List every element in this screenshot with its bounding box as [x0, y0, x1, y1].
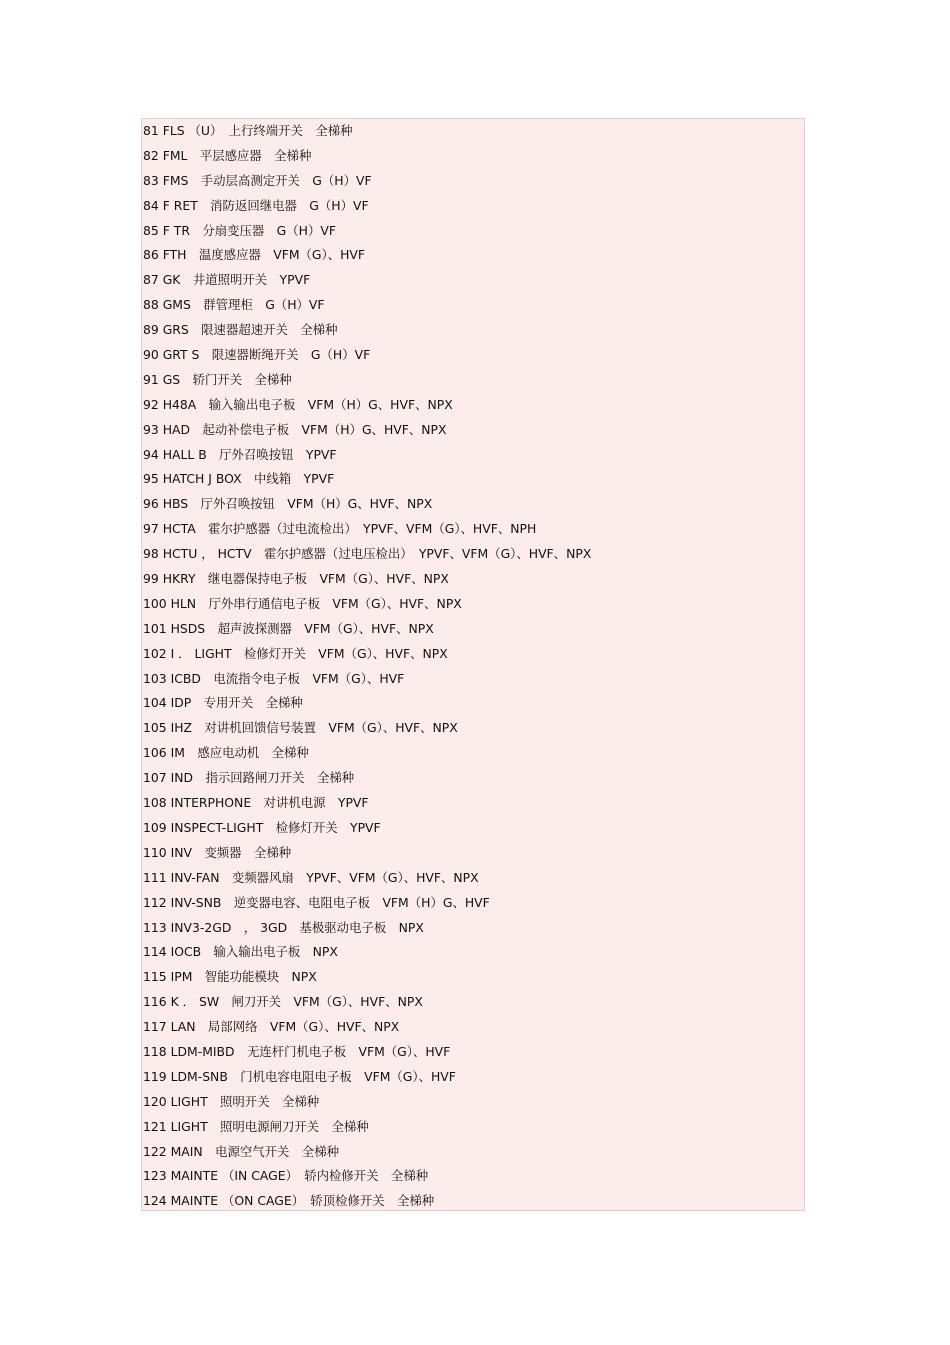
list-item: 117 LAN 局部网络 VFM（G）、HVF、NPX — [143, 1019, 400, 1035]
list-item: 88 GMS 群管理柜 G（H）VF — [143, 297, 325, 313]
list-item: 108 INTERPHONE 对讲机电源 YPVF — [143, 795, 369, 811]
list-item: 105 IHZ 对讲机回馈信号装置 VFM（G）、HVF、NPX — [143, 720, 458, 736]
list-item: 94 HALL B 厅外召唤按钮 YPVF — [143, 446, 337, 462]
list-item: 87 GK 井道照明开关 YPVF — [143, 272, 311, 288]
list-item: 97 HCTA 霍尔护感器（过电流检出） YPVF、VFM（G）、HVF、NPH — [143, 521, 537, 537]
list-item: 104 IDP 专用开关 全梯种 — [143, 695, 303, 711]
list-item: 123 MAINTE （IN CAGE） 轿内检修开关 全梯种 — [143, 1168, 429, 1184]
list-item: 83 FMS 手动层高测定开关 G（H）VF — [143, 172, 372, 188]
list-item: 99 HKRY 继电器保持电子板 VFM（G）、HVF、NPX — [143, 571, 449, 587]
list-item: 106 IM 感应电动机 全梯种 — [143, 745, 309, 761]
list-item: 111 INV-FAN 变频器风扇 YPVF、VFM（G）、HVF、NPX — [143, 869, 479, 885]
list-item: 100 HLN 厅外串行通信电子板 VFM（G）、HVF、NPX — [143, 595, 462, 611]
list-item: 102 I ． LIGHT 检修灯开关 VFM（G）、HVF、NPX — [143, 645, 448, 661]
list-item: 119 LDM-SNB 门机电容电阻电子板 VFM（G）、HVF — [143, 1068, 456, 1084]
list-item: 90 GRT S 限速器断绳开关 G（H）VF — [143, 347, 371, 363]
list-item: 118 LDM-MIBD 无连杆门机电子板 VFM（G）、HVF — [143, 1043, 451, 1059]
list-item: 116 K ． SW 闸刀开关 VFM（G）、HVF、NPX — [143, 994, 423, 1010]
list-item: 82 FML 平层感应器 全梯种 — [143, 147, 312, 163]
list-item: 122 MAIN 电源空气开关 全梯种 — [143, 1143, 339, 1159]
entry-list — [142, 124, 804, 1219]
list-item: 84 F RET 消防返回继电器 G（H）VF — [143, 197, 369, 213]
list-item: 95 HATCH J BOX 中线箱 YPVF — [143, 471, 335, 487]
list-item: 96 HBS 厅外召唤按钮 VFM（H）G、HVF、NPX — [143, 496, 433, 512]
document-text-panel — [141, 118, 805, 1211]
list-item: 113 INV3-2GD ， 3GD 基极驱动电子板 NPX — [143, 919, 424, 935]
list-item: 107 IND 指示回路闸刀开关 全梯种 — [143, 770, 355, 786]
list-item: 103 ICBD 电流指令电子板 VFM（G）、HVF — [143, 670, 405, 686]
list-item: 98 HCTU ， HCTV 霍尔护感器（过电压检出） YPVF、VFM（G）、HVF、NPX — [143, 546, 592, 562]
list-item: 81 FLS （U） 上行终端开关 全梯种 — [143, 123, 353, 138]
list-item: 124 MAINTE （ON CAGE） 轿顶检修开关 全梯种 — [143, 1193, 435, 1209]
list-item: 86 FTH 温度感应器 VFM（G）、HVF — [143, 247, 366, 263]
list-item: 92 H48A 输入输出电子板 VFM（H）G、HVF、NPX — [143, 396, 453, 412]
list-item: 109 INSPECT-LIGHT 检修灯开关 YPVF — [143, 819, 381, 835]
list-item: 91 GS 轿门开关 全梯种 — [143, 371, 292, 387]
list-item: 101 HSDS 超声波探测器 VFM（G）、HVF、NPX — [143, 620, 434, 636]
list-item: 89 GRS 限速器超速开关 全梯种 — [143, 322, 338, 338]
list-item: 110 INV 变频器 全梯种 — [143, 844, 292, 860]
list-item: 112 INV-SNB 逆变器电容、电阻电子板 VFM（H）G、HVF — [143, 894, 490, 910]
list-item: 85 F TR 分扇变压器 G（H）VF — [143, 222, 336, 238]
list-item: 115 IPM 智能功能模块 NPX — [143, 969, 317, 985]
list-item: 121 LIGHT 照明电源闸刀开关 全梯种 — [143, 1118, 369, 1134]
list-item: 114 IOCB 输入输出电子板 NPX — [143, 944, 338, 960]
list-item: 120 LIGHT 照明开关 全梯种 — [143, 1093, 320, 1109]
list-item: 93 HAD 起动补偿电子板 VFM（H）G、HVF、NPX — [143, 421, 447, 437]
